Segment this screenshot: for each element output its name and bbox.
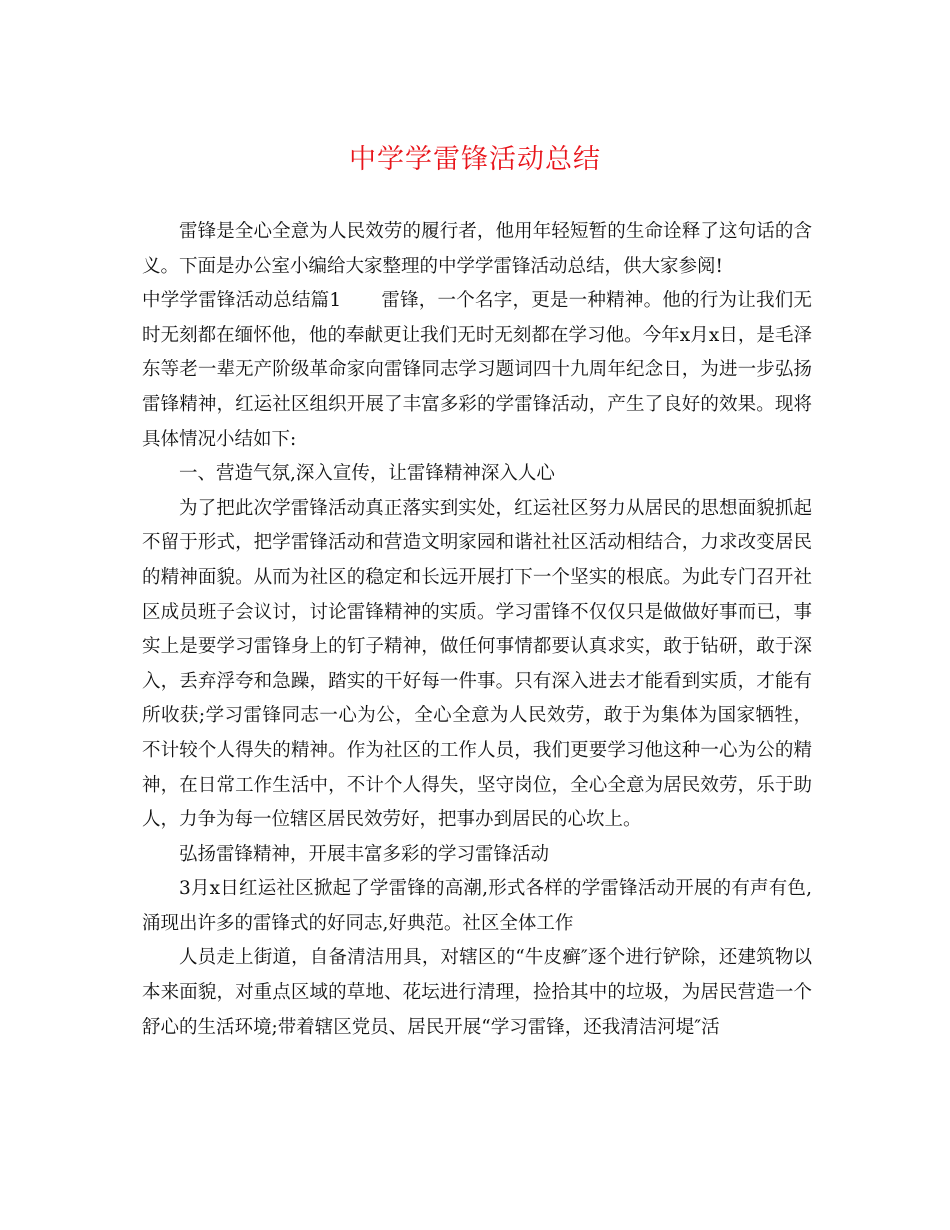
paragraph-section-heading [142,284,812,457]
document-title: 中学学雷锋活动总结 [349,144,601,175]
document-body [142,215,812,1045]
paragraph-leifeng-name: 雷锋，一个名字，更是一种精神。他的行为让我们无时无刻都在缅怀他，他的奉献更让我们无时无刻都在学习他。今年x月x日，是毛泽东等老一辈无产阶级革命家向雷锋同志学习题词四十九周年纪念日，为进一步弘扬雷锋精神，红运社区组织开展了丰富多彩的学雷锋活动，产生了良好的效果。现将具体情况小结如下: [142,290,812,450]
paragraph-heading-two: 弘扬雷锋精神，开展丰富多彩的学习雷锋活动 [179,843,550,865]
paragraph-intro: 雷锋是全心全意为人民效劳的履行者，他用年轻短暂的生命诠释了这句话的含义。下面是办公室小编给大家整理的中学学雷锋活动总结，供大家参阅! [142,221,812,277]
section-heading-text: 中学学雷锋活动总结篇1 [142,290,342,312]
paragraph-heading-one: 一、营造气氛,深入宣传，让雷锋精神深入人心 [179,463,555,485]
paragraph-street-cleaning: 人员走上街道，自备清洁用具，对辖区的“牛皮癣″逐个进行铲除，还建筑物以本来面貌，对重点区域的草地、花坛进行清理，捡拾其中的垃圾，为居民营造一个舒心的生活环境;带着辖区党员、居民开展“学习雷锋，还我清洁河堤″活 [142,947,812,1038]
paragraph-march-activities: 3月x日红运社区掀起了学雷锋的高潮,形式各样的学雷锋活动开展的有声有色,涌现出许多的雷锋式的好同志,好典范。社区全体工作 [142,878,812,934]
paragraph-implementation: 为了把此次学雷锋活动真正落实到实处，红运社区努力从居民的思想面貌抓起不留于形式，把学雷锋活动和营造文明家园和谐社社区活动相结合，力求改变居民的精神面貌。从而为社区的稳定和长远开展打下一个坚实的根底。为此专门召开社区成员班子会议讨，讨论雷锋精神的实质。学习雷锋不仅仅只是做做好事而已，事实上是要学习雷锋身上的钉子精神，做任何事情都要认真求实，敢于钻研，敢于深入，丢弃浮夸和急躁，踏实的干好每一件事。只有深入进去才能看到实质，才能有所收获;学习雷锋同志一心为公，全心全意为人民效劳，敢于为集体为国家牺牲，不计较个人得失的精神。作为社区的工作人员，我们更要学习他这种一心为公的精神，在日常工作生活中，不计个人得失，坚守岗位，全心全意为居民效劳，乐于助人，力争为每一位辖区居民效劳好，把事办到居民的心坎上。 [142,497,812,831]
